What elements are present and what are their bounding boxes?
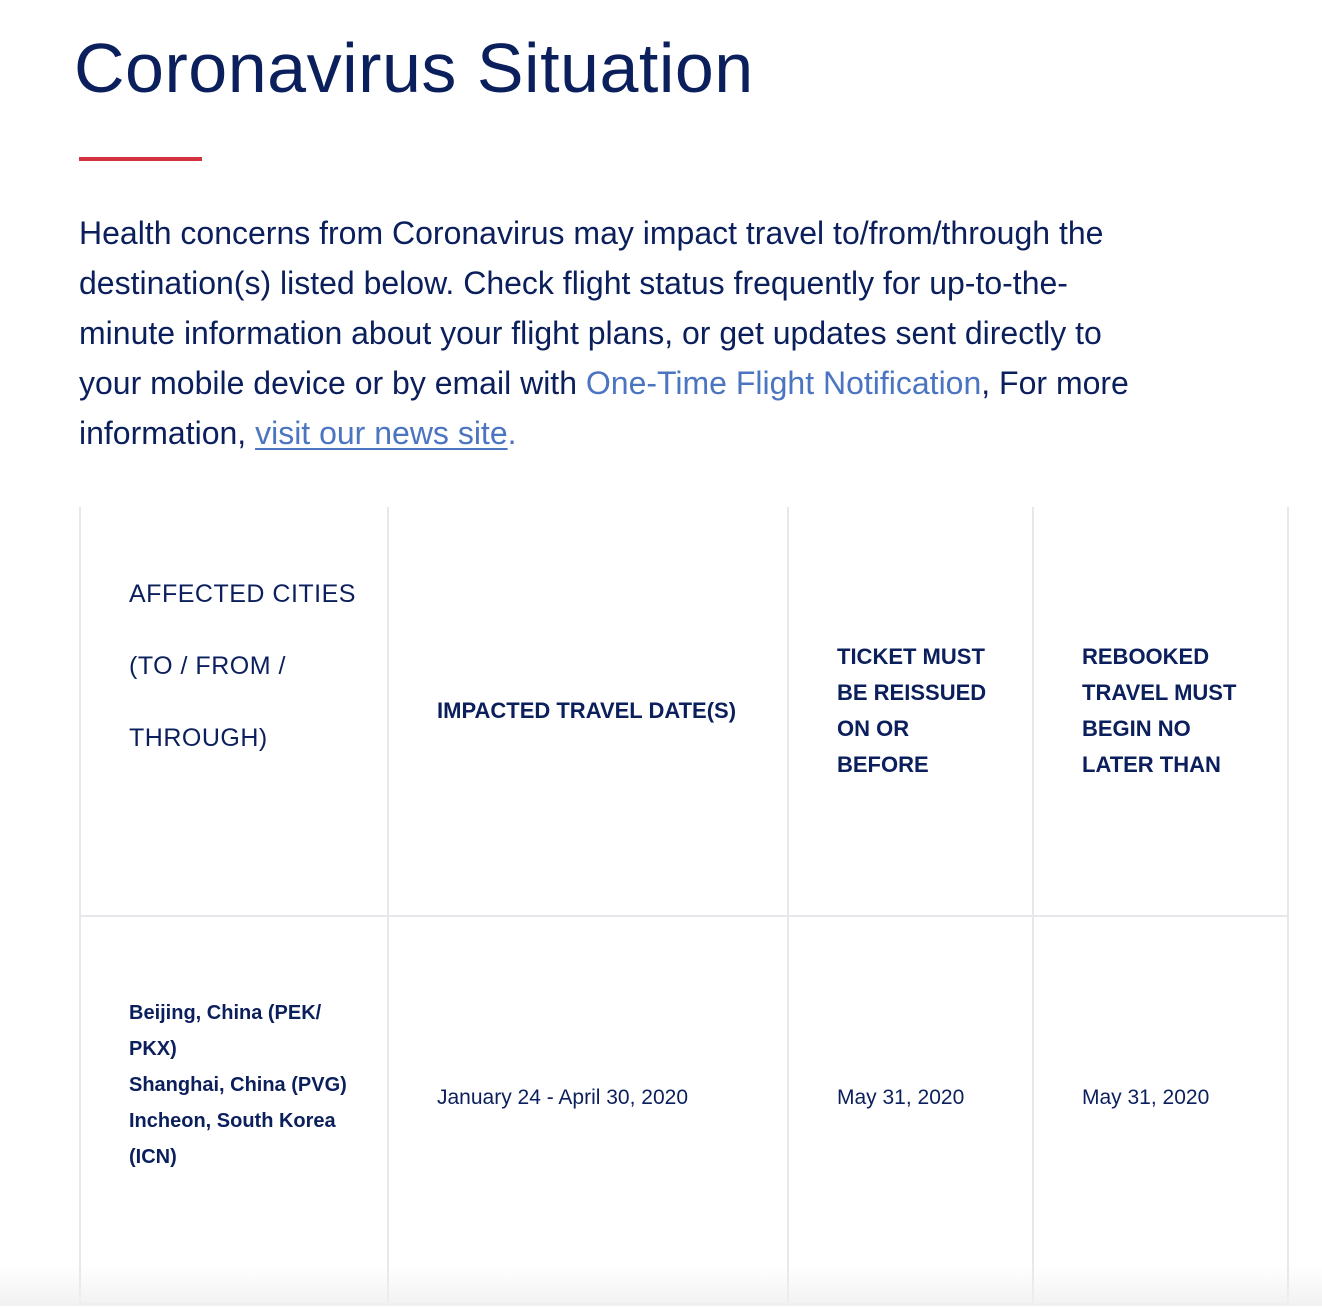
cell-rebooked-travel <box>1033 916 1288 1304</box>
cell-ticket-reissue <box>788 916 1033 1304</box>
header-affected-cities-line3: THROUGH) <box>129 724 268 752</box>
intro-text-continued: , For more information, <box>79 365 1129 451</box>
rebooked-travel-value: May 31, 2020 <box>1082 1085 1210 1109</box>
header-ticket-reissue-label: TICKET MUST BE REISSUED ON OR BEFORE <box>837 644 987 777</box>
page-title: Coronavirus Situation <box>74 29 754 107</box>
table-header-row <box>80 507 1288 916</box>
city-item: Shanghai, China (PVG) <box>129 1074 347 1096</box>
header-ticket-reissue <box>788 507 1033 916</box>
cell-impacted-dates <box>388 916 788 1304</box>
header-impacted-dates <box>388 507 788 916</box>
news-site-link[interactable]: visit our news site <box>255 415 508 451</box>
header-affected-cities <box>80 507 388 916</box>
header-affected-cities-line1: AFFECTED CITIES <box>129 580 356 608</box>
intro-text: Health concerns from Coronavirus may impact travel to/from/through the destination(s) listed below. Check flight status frequently for up-to-the-minute information about your flight plans, or get updates sent directly to your mobile device or by email with <box>79 215 1104 401</box>
intro-paragraph <box>79 208 1139 458</box>
city-item: Incheon, South Korea (ICN) <box>129 1110 336 1168</box>
title-accent-rule <box>79 157 202 161</box>
table-row <box>80 916 1288 1304</box>
impacted-travel-table-container <box>79 507 1289 1307</box>
header-impacted-dates-label: IMPACTED TRAVEL DATE(S) <box>437 698 737 723</box>
cell-affected-cities <box>80 916 388 1304</box>
header-rebooked-travel <box>1033 507 1288 916</box>
impacted-dates-value: January 24 - April 30, 2020 <box>437 1085 688 1109</box>
intro-period: . <box>507 415 517 451</box>
impacted-travel-table <box>79 507 1289 1305</box>
ticket-reissue-value: May 31, 2020 <box>837 1085 965 1109</box>
header-rebooked-travel-label: REBOOKED TRAVEL MUST BEGIN NO LATER THAN <box>1082 644 1237 777</box>
header-affected-cities-line2: (TO / FROM / <box>129 652 286 680</box>
city-item: Beijing, China (PEK/ PKX) <box>129 1002 322 1060</box>
one-time-flight-notification-link[interactable]: One-Time Flight Notification <box>585 365 982 401</box>
